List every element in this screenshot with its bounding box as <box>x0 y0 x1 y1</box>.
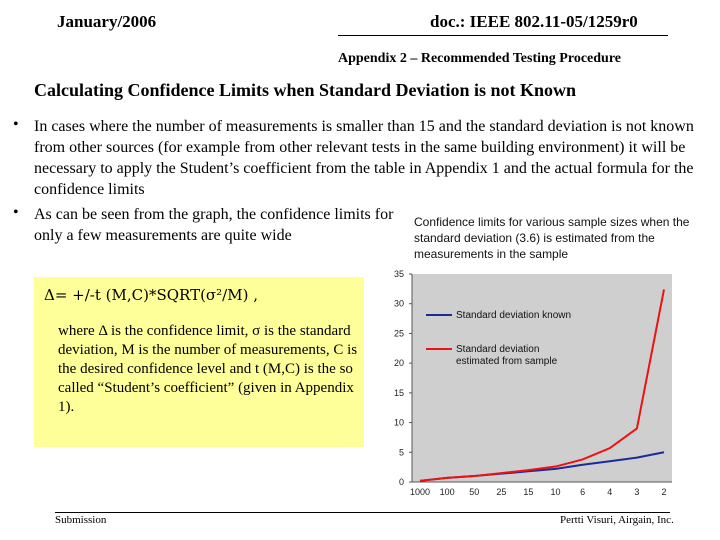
x-tick-label: 1000 <box>409 487 431 497</box>
y-tick-label: 10 <box>393 417 404 428</box>
y-tick-label: 15 <box>393 387 404 398</box>
confidence-limits-chart <box>378 264 678 500</box>
y-tick-label: 20 <box>393 358 404 369</box>
header-date: January/2006 <box>57 12 157 31</box>
slide-title: Calculating Confidence Limits when Standard Deviation is not Known <box>34 80 577 100</box>
bullet-marker-1: • <box>13 116 19 133</box>
x-tick-label: 100 <box>439 487 455 497</box>
x-tick-label: 4 <box>607 487 613 497</box>
legend-label-2: Standard deviation <box>456 344 540 355</box>
legend-label-1: Standard deviation known <box>456 310 572 321</box>
header-rule <box>338 35 668 36</box>
footer-rule <box>55 512 670 513</box>
chart-caption: Confidence limits for various sample sizes when the standard deviation (3.6) is estimated from the measurements in the sample <box>414 215 690 261</box>
bullet-marker-2: • <box>13 204 19 221</box>
x-tick-label: 50 <box>469 487 480 497</box>
bullet-text-2: As can be seen from the graph, the confidence limits for only a few measurements are quite wide <box>34 206 394 244</box>
bullet-text-1: In cases where the number of measurements is smaller than 15 and the standard deviation is not known from other sources (for example from other relevant tests in the same building environment) it will be necessary to apply the Student’s coefficient from the table in Appendix 1 and the actual formula for the confidence limits <box>34 118 694 198</box>
formula: Δ= +/-t (M,C)*SQRT(σ²/M) , <box>44 286 258 304</box>
x-tick-label: 10 <box>550 487 561 497</box>
footer-author: Pertti Visuri, Airgain, Inc. <box>560 514 674 526</box>
x-tick-label: 2 <box>661 487 667 497</box>
legend-label-2: estimated from sample <box>456 356 558 367</box>
y-tick-label: 5 <box>398 447 404 458</box>
x-tick-label: 15 <box>523 487 534 497</box>
plot-area <box>412 274 672 482</box>
x-tick-label: 3 <box>634 487 640 497</box>
header-subtitle: Appendix 2 – Recommended Testing Procedure <box>338 51 621 66</box>
formula-description: where Δ is the confidence limit, σ is the standard deviation, M is the number of measurements, C is the desired confidence level and t (M,C) is the so called “Student’s coefficient” (given in Appendix 1). <box>58 323 358 415</box>
x-tick-label: 6 <box>580 487 586 497</box>
header-doc-id: doc.: IEEE 802.11-05/1259r0 <box>430 12 638 31</box>
footer-submission: Submission <box>55 514 107 526</box>
y-tick-label: 30 <box>393 298 404 309</box>
y-tick-label: 35 <box>393 269 404 279</box>
x-tick-label: 25 <box>496 487 507 497</box>
y-tick-label: 25 <box>393 328 404 339</box>
y-tick-label: 0 <box>398 477 404 487</box>
